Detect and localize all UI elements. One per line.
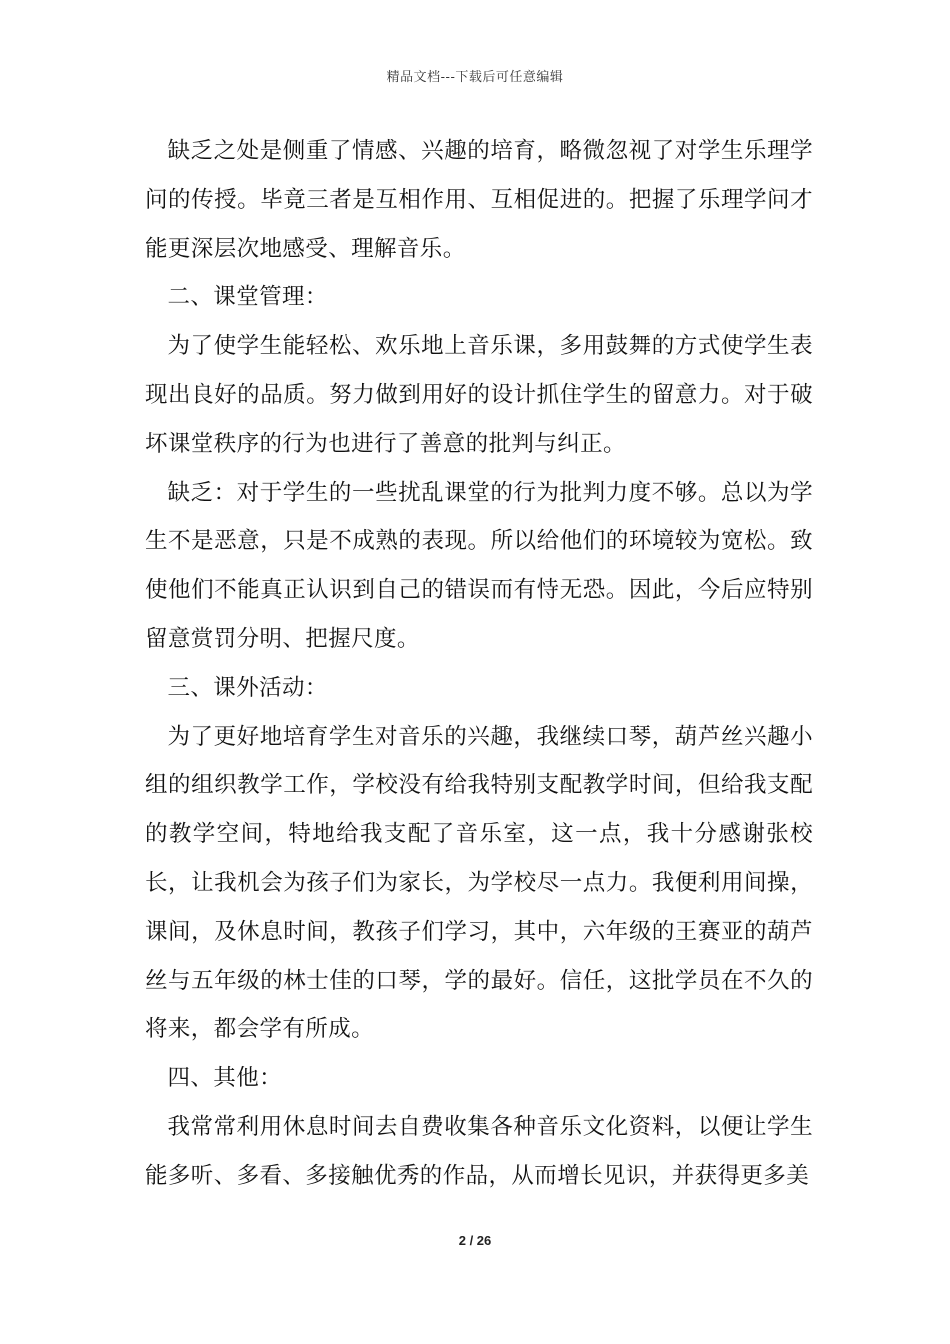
paragraph: 为了更好地培育学生对音乐的兴趣，我继续口琴，葫芦丝兴趣小组的组织教学工作，学校没有给我特别支配教学时间，但给我支配的教学空间，特地给我支配了音乐室，这一点，我十分感谢张校长，让我机会为孩子们为家长，为学校尽一点力。我便利用间操，课间，及休息时间，教孩子们学习，其中，六年级的王赛亚的葫芦丝与五年级的林士佳的口琴，学的最好。信任，这批学员在不久的将来，都会学有所成。: [145, 723, 813, 1043]
paragraph: 缺乏：对于学生的一些扰乱课堂的行为批判力度不够。总以为学生不是恶意，只是不成熟的表现。所以给他们的环境较为宽松。致使他们不能真正认识到自己的错误而有恃无恐。因此，今后应特别留意赏罚分明、把握尺度。: [145, 479, 813, 652]
section-heading: 三、课外活动：: [167, 674, 328, 701]
section-heading: 四、其他：: [167, 1065, 283, 1092]
paragraph: 缺乏之处是侧重了情感、兴趣的培育，略微忽视了对学生乐理学问的传授。毕竟三者是互相作用、互相促进的。把握了乐理学问才能更深层次地感受、理解音乐。: [145, 138, 813, 262]
section-heading: 二、课堂管理：: [167, 284, 328, 311]
paragraph: 我常常利用休息时间去自费收集各种音乐文化资料，以便让学生能多听、多看、多接触优秀的作品，从而增长见识，并获得更多美: [145, 1113, 813, 1189]
page-header: 精品文档---下载后可任意编辑: [386, 70, 564, 85]
document-body: [145, 127, 813, 1201]
paragraph: 为了使学生能轻松、欢乐地上音乐课，多用鼓舞的方式使学生表现出良好的品质。努力做到用好的设计抓住学生的留意力。对于破坏课堂秩序的行为也进行了善意的批判与纠正。: [145, 333, 813, 457]
page-number: 2 / 26: [458, 1233, 492, 1248]
